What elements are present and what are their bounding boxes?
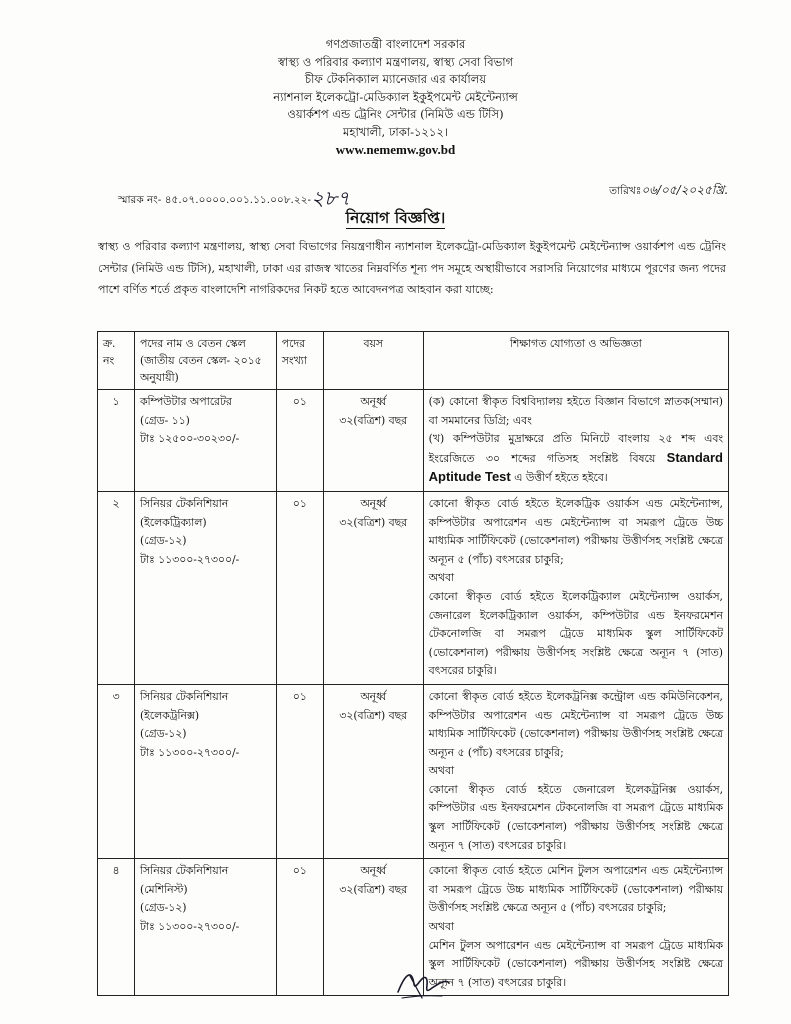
qualification-b-post: এ উত্তীর্ণ হইতে হইবে। bbox=[514, 471, 608, 485]
qualification-or: অথবা bbox=[428, 764, 455, 778]
header-website: www.nememw.gov.bd bbox=[335, 142, 456, 157]
vacancy-table bbox=[97, 331, 729, 996]
age-line1: অনূর্ধ্ব bbox=[360, 496, 387, 510]
row-post bbox=[134, 684, 276, 858]
qualification-b: কোনো স্বীকৃত বোর্ড হইতে ইলেকট্রিক্যাল মেইন্টেন্যান্স ওয়ার্কস, জেনারেল ইলেকট্রিক্যাল ওয়ার্কস, কম্পিউটার এন্ড ইনফরমেশন টেকনোলজি বা সমরূপ ট্রেডে মাধ্যমিক স্কুল সার্টিফিকেট (ভোকেশনাল) পরীক্ষায় উত্তীর্ণসহ সংশ্লিষ্ট ক্ষেত্রে অন্যূন ৭ (সাত) বৎসরের চাকুরি। bbox=[428, 589, 723, 678]
memo-row bbox=[118, 178, 728, 210]
post-name: কম্পিউটার অপারেটর bbox=[139, 395, 232, 408]
post-pay: টাঃ ১২৫০০-৩০২৩০/- bbox=[139, 432, 240, 446]
header-qualification: শিক্ষাগত যোগ্যতা ও অভিজ্ঞতা bbox=[423, 332, 728, 390]
header-line-office: চীফ টেকনিক্যাল ম্যানেজার এর কার্যালয় bbox=[304, 72, 487, 86]
row-age bbox=[323, 684, 423, 858]
post-pay: টাঃ ১১৩০০-২৭৩০০/- bbox=[139, 552, 240, 566]
qualification-a: কোনো স্বীকৃত বোর্ড হইতে ইলেকট্রনিক্স কন্ট্রোল এন্ড কমিউনিকেশন, কম্পিউটার অপারেশন এন্ড মেইন্টেন্যান্স বা সমরূপ ট্রেডে উচ্চ মাধ্যমিক সার্টিফিকেট (ভোকেশনাল) পরীক্ষায় উত্তীর্ণসহ সংশ্লিষ্ট ক্ষেত্রে অন্যূন ৫ (পাঁচ) বৎসরের চাকুরি; bbox=[428, 689, 723, 759]
row-age bbox=[323, 390, 423, 492]
notice-intro: স্বাস্থ্য ও পরিবার কল্যাণ মন্ত্রণালয়, স্বাস্থ্য সেবা বিভাগের নিয়ন্ত্রণাধীন ন্যাশনাল ইলেকট্রো-মেডিক্যাল ইকুইপমেন্ট মেইন্টেন্যান্স ওয়ার্কশপ এন্ড ট্রেনিং সেন্টার (নিমিউ এন্ড টিসি), মহাখালী, ঢাকা এর রাজস্ব খাতের নিম্নবর্ণিত শূন্য পদ সমূহে অস্থায়ীভাবে সরাসরি নিয়োগের মাধ্যমে পূরণের জন্য পদের পাশে বর্ণিত শর্তে প্রকৃত বাংলাদেশি নাগরিকদের নিকট হতে আবেদনপত্র আহবান করা যাচ্ছে: bbox=[98, 240, 726, 296]
row-qualification bbox=[423, 390, 728, 492]
post-name: সিনিয়র টেকনিশিয়ান (মেশিনিস্ট) bbox=[139, 864, 229, 896]
row-count: ০১ bbox=[276, 390, 323, 492]
post-grade: (গ্রেড-১২) bbox=[139, 901, 187, 915]
post-pay: টাঃ ১১৩০০-২৭৩০০/- bbox=[139, 920, 240, 934]
qualification-b bbox=[429, 430, 723, 488]
row-post bbox=[134, 859, 276, 996]
qualification-b: মেশিন টুলস অপারেশন এন্ড মেইন্টেন্যান্স বা সমরূপ ট্রেডে মাধ্যমিক স্কুল সার্টিফিকেট (ভোকেশনাল) পরীক্ষায় উত্তীর্ণসহ সংশ্লিষ্ট ক্ষেত্রে অন্যূন ৭ (সাত) বৎসরের চাকুরি। bbox=[428, 938, 723, 989]
age-line2: ৩২(বত্রিশ) বছর bbox=[339, 708, 408, 722]
row-count: ০১ bbox=[276, 684, 323, 858]
row-serial: ৩ bbox=[98, 684, 135, 858]
date-label: তারিখঃ bbox=[609, 185, 642, 197]
header-line-workshop: ওয়ার্কশপ এন্ড ট্রেনিং সেন্টার (নিমিউ এন্ড টিসি) bbox=[287, 107, 504, 121]
age-line1: অনূর্ধ্ব bbox=[360, 864, 387, 878]
row-serial: ৪ bbox=[98, 859, 135, 996]
memo-date bbox=[609, 182, 728, 202]
qualification-b: কোনো স্বীকৃত বোর্ড হইতে জেনারেল ইলেকট্রনিক্স ওয়ার্কস, কম্পিউটার এন্ড ইনফরমেশন টেকনোলজি বা সমরূপ ট্রেডে মাধ্যমিক স্কুল সার্টিফিকেট (ভোকেশনাল) পরীক্ষায় উত্তীর্ণসহ সংশ্লিষ্ট ক্ষেত্রে অন্যূন ৭ (সাত) বৎসরের চাকুরি। bbox=[428, 782, 723, 852]
header-line-ministry: স্বাস্থ্য ও পরিবার কল্যাণ মন্ত্রণালয়, স্বাস্থ্য সেবা বিভাগ bbox=[277, 54, 514, 69]
row-post bbox=[134, 491, 276, 684]
row-age bbox=[323, 491, 423, 684]
post-grade: (গ্রেড- ১১) bbox=[139, 413, 190, 427]
row-qualification bbox=[423, 859, 728, 996]
age-line2: ৩২(বত্রিশ) বছর bbox=[339, 515, 408, 529]
qualification-a: কোনো স্বীকৃত বোর্ড হইতে ইলেকট্রিক ওয়ার্কস এন্ড মেইন্টেন্যান্স, কম্পিউটার অপারেশন এন্ড মেইন্টেন্যান্স বা সমরূপ ট্রেডে উচ্চ মাধ্যমিক সার্টিফিকেট (ভোকেশনাল) পরীক্ষায় উত্তীর্ণসহ সংশ্লিষ্ট ক্ষেত্রে অন্যূন ৫ (পাঁচ) বৎসরের চাকুরি; bbox=[428, 496, 723, 566]
post-name: সিনিয়র টেকনিশিয়ান (ইলেকট্রিক্যাল) bbox=[139, 496, 229, 529]
header-line-institute: ন্যাশনাল ইলেকট্রো-মেডিক্যাল ইকুইপমেন্ট মেইন্টেন্যান্স bbox=[273, 89, 518, 104]
age-line2: ৩২(বত্রিশ) বছর bbox=[339, 413, 408, 427]
memo-handwritten-number: ২৮৭ bbox=[311, 186, 351, 210]
post-pay: টাঃ ১১৩০০-২৭৩০০/- bbox=[139, 745, 240, 759]
row-count: ০১ bbox=[276, 859, 323, 996]
qualification-a: কোনো স্বীকৃত বোর্ড হইতে মেশিন টুলস অপারেশন এন্ড মেইন্টেন্যান্স বা সমরূপ ট্রেডে উচ্চ মাধ্যমিক সার্টিফিকেট (ভোকেশনাল) পরীক্ষায় উত্তীর্ণসহ সংশ্লিষ্ট ক্ষেত্রে অন্যূন ৫ (পাঁচ) বৎসরের চাকুরি; bbox=[428, 864, 723, 915]
row-qualification bbox=[423, 684, 728, 858]
header-serial: ক্র. নং bbox=[98, 332, 135, 390]
row-serial: ১ bbox=[98, 390, 135, 492]
notice-title bbox=[0, 206, 791, 232]
header-line-government: গণপ্রজাতন্ত্রী বাংলাদেশ সরকার bbox=[325, 37, 466, 51]
header-count: পদের সংখ্যা bbox=[276, 332, 323, 390]
table-row bbox=[98, 684, 729, 858]
qualification-or: অথবা bbox=[428, 920, 455, 934]
table-row bbox=[98, 390, 729, 492]
post-name: সিনিয়র টেকনিশিয়ান (ইলেকট্রনিক্স) bbox=[139, 689, 229, 722]
row-qualification bbox=[423, 491, 728, 684]
table-row bbox=[98, 491, 729, 684]
office-header bbox=[0, 36, 791, 159]
qualification-a: (ক) কোনো স্বীকৃত বিশ্ববিদ্যালয় হইতে বিজ্ঞান বিভাগে স্নাতক(সম্মান) বা সমমানের ডিগ্রি; এবং bbox=[428, 395, 723, 427]
header-post: পদের নাম ও বেতন স্কেল (জাতীয় বেতন স্কেল- ২০১৫ অনুযায়ী) bbox=[134, 332, 276, 390]
header-age: বয়স bbox=[323, 332, 423, 390]
qualification-or: অথবা bbox=[428, 571, 455, 585]
age-line2: ৩২(বত্রিশ) বছর bbox=[339, 882, 408, 896]
memo-prefix: স্মারক নং- ৪৫.০৭.০০০০.০০১.১১.০০৮.২২- bbox=[118, 194, 312, 206]
row-post bbox=[134, 390, 276, 492]
row-serial: ২ bbox=[98, 491, 135, 684]
age-line1: অনূর্ধ্ব bbox=[360, 395, 387, 408]
table-header-row bbox=[98, 332, 729, 390]
qualification-b-pre: (খ) কম্পিউটার মুদ্রাক্ষরে প্রতি মিনিটে বাংলায় ২৫ শব্দ এবং ইংরেজিতে ৩০ শব্দের গতিসহ সংশ্লিষ্ট বিষয়ে bbox=[428, 432, 723, 465]
row-count: ০১ bbox=[276, 491, 323, 684]
age-line1: অনূর্ধ্ব bbox=[360, 689, 387, 703]
notice-title-text: নিয়োগ বিজ্ঞপ্তি। bbox=[345, 208, 446, 227]
header-line-address: মহাখালী, ঢাকা-১২১২। bbox=[343, 124, 448, 139]
post-grade: (গ্রেড-১২) bbox=[139, 534, 187, 548]
signature-icon bbox=[392, 962, 452, 1002]
qualification-b-test: Standard Aptitude Test bbox=[428, 449, 723, 485]
date-value: ০৬/০৫/২০২৫খ্রি. bbox=[641, 183, 728, 197]
post-grade: (গ্রেড-১২) bbox=[139, 727, 187, 741]
